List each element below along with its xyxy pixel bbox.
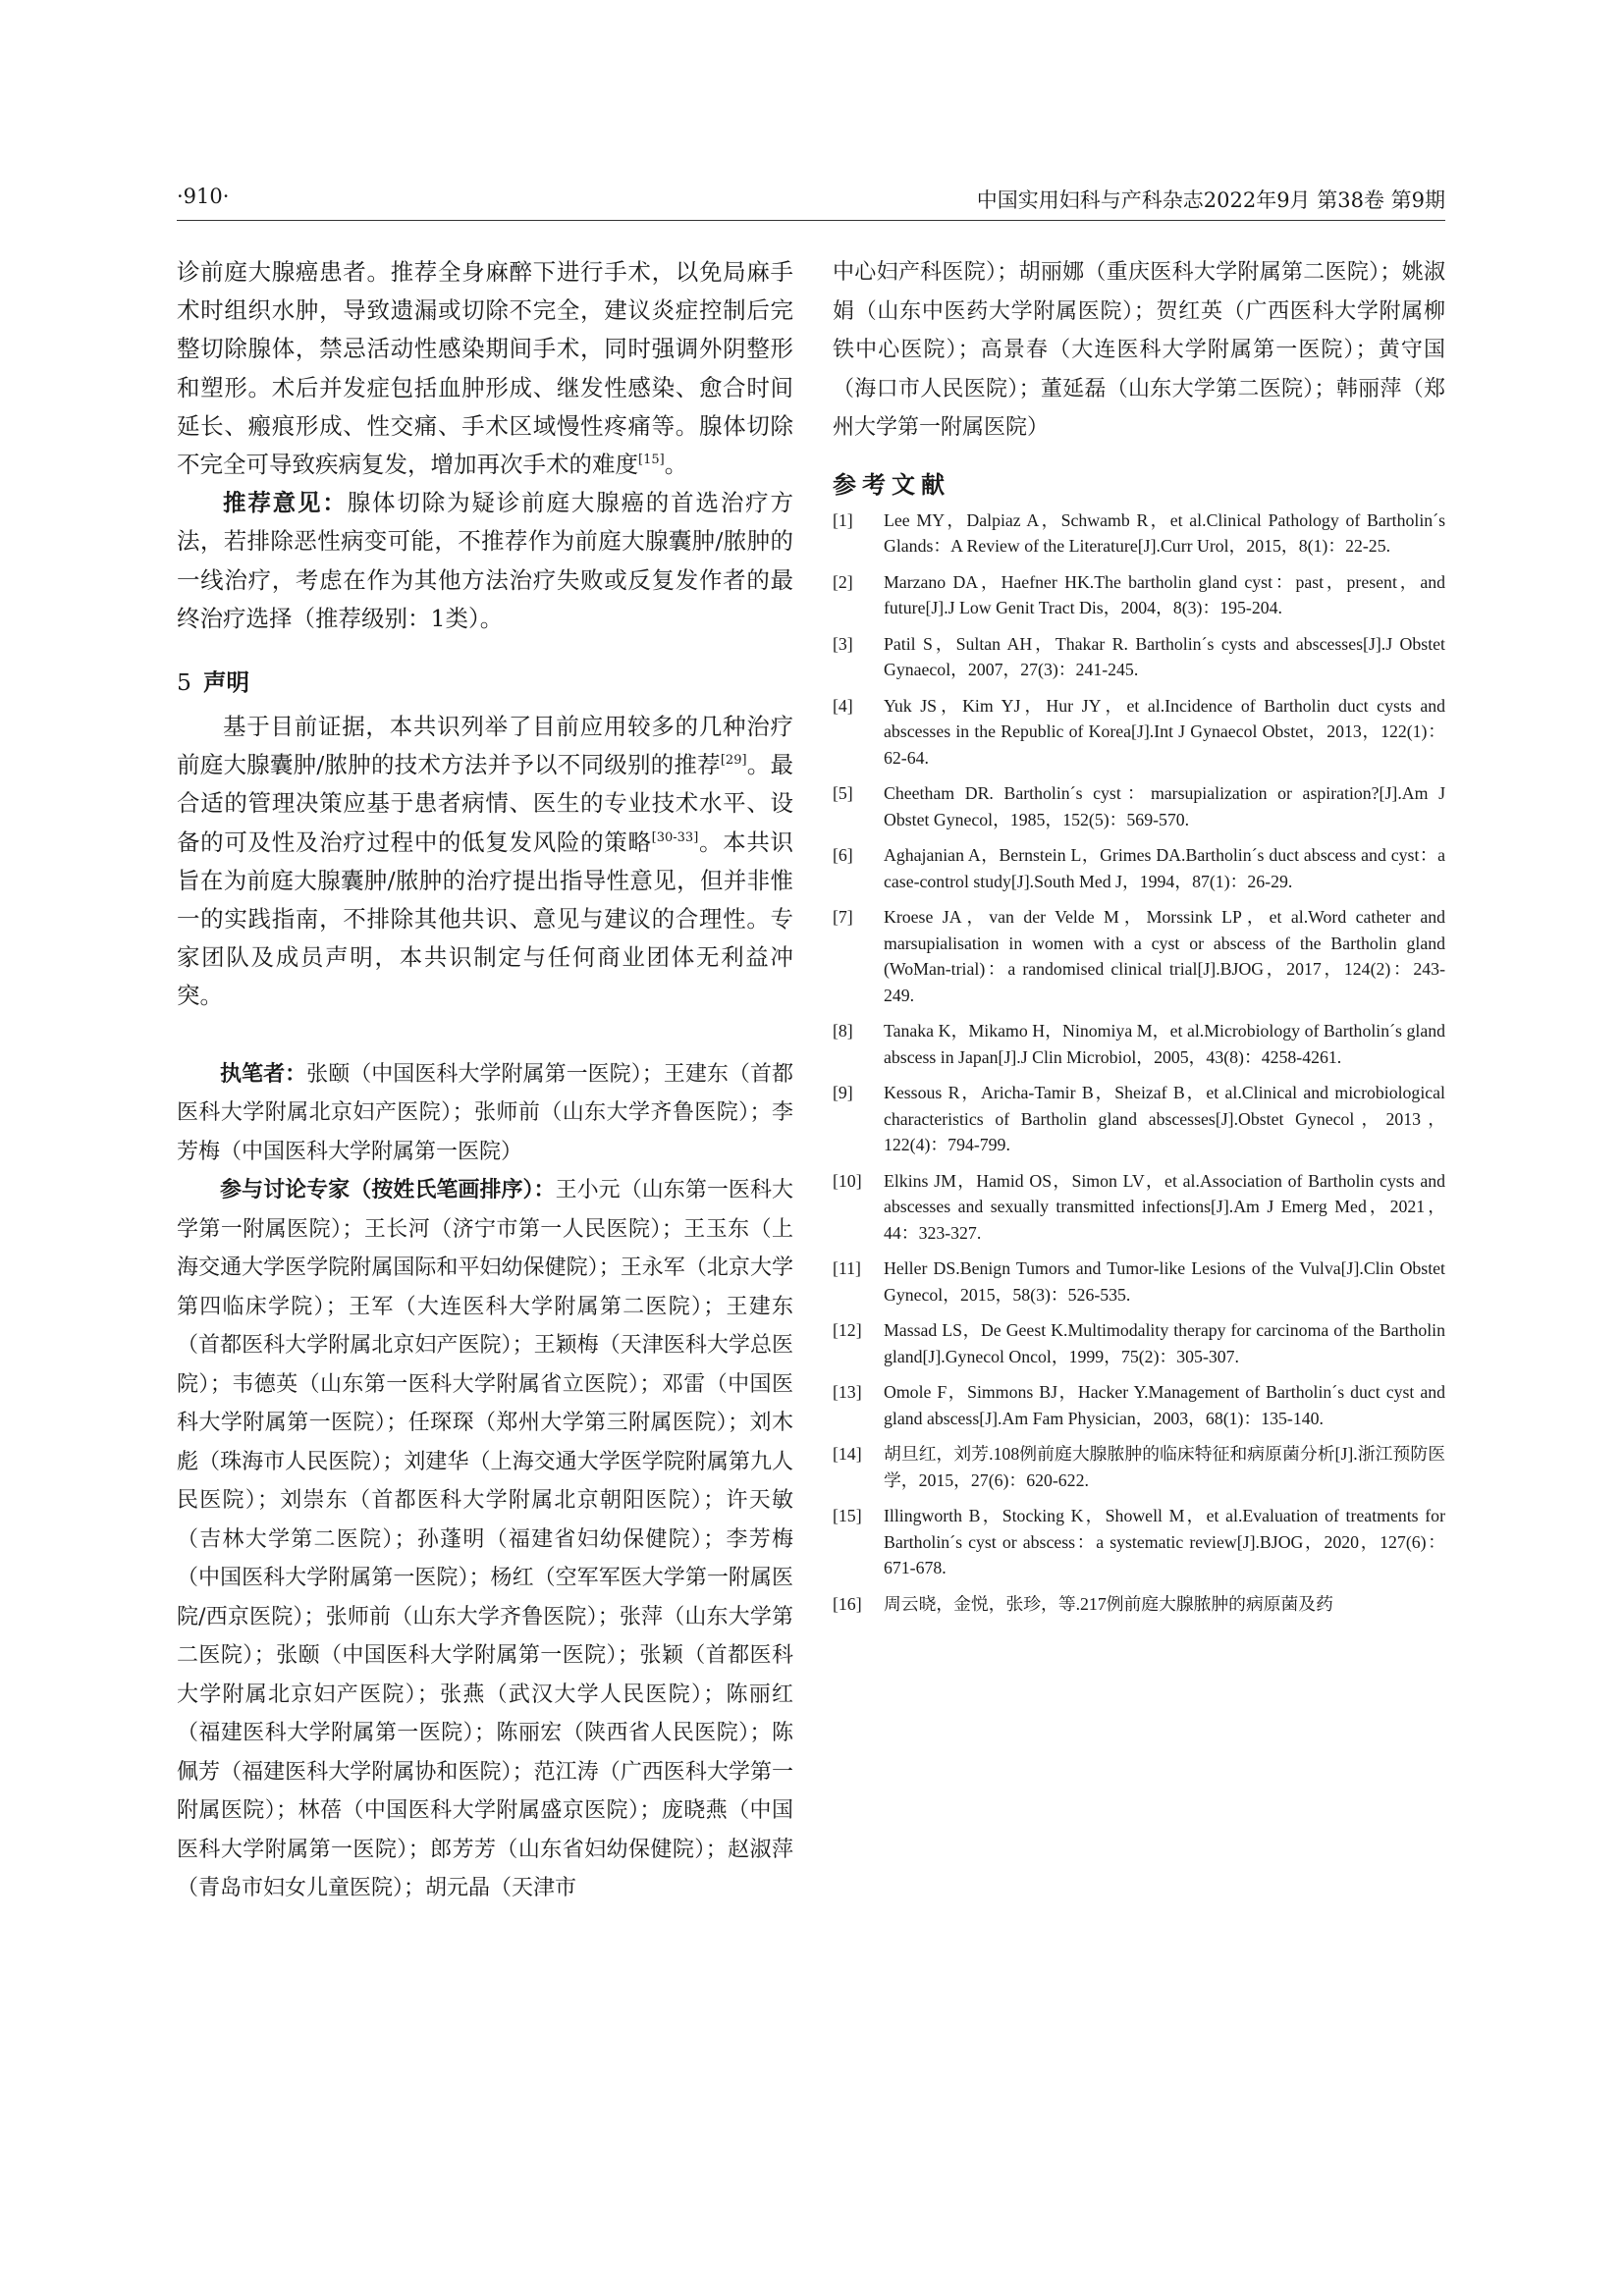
statement-paragraph: 基于目前证据，本共识列举了目前应用较多的几种治疗前庭大腺囊肿/脓肿的技术方法并予以不同级别的推荐[29]。最合适的管理决策应基于患者病情、医生的专业技术水平、设备的可及性及治疗过程中的低复发风险的策略[30-33]。本共识旨在为前庭大腺囊肿/脓肿的治疗提出指导性意见，但并非惟一的实践指南，不排除其他共识、意见与建议的合理性。专家团队及成员声明，本共识制定与任何商业团体无利益冲突。 [177,713,794,1010]
reference-item: [6] Aghajanian A，Bernstein L，Grimes DA.Bartholin´s duct abscess and cyst：a case-control study[J].South Med J，1994，87(1)：26-29. [833,845,1445,891]
left-column [177,253,793,1908]
reference-item: [1] Lee MY，Dalpiaz A，Schwamb R，et al.Clinical Pathology of Bartholin´s Glands：A Review of the Literature[J].Curr Urol，2015，8(1)：22-25. [833,509,1445,556]
reference-item: [7] Kroese JA，van der Velde M，Morssink LP，et al.Word catheter and marsupialisation in women with a cyst or abscess of the Bartholin gland (WoMan-trial)：a randomised clinical trial[J].BJOG，2017，124(2)：243-249. [833,907,1445,1005]
citation: [30-33] [651,829,699,845]
references-heading: 参考文献 [833,470,950,499]
reference-item: [5] Cheetham DR. Bartholin´s cyst：marsupialization or aspiration?[J].Am J Obstet Gynecol，1985，152(5)：569-570. [833,783,1445,829]
reference-item: [4] Yuk JS，Kim YJ，Hur JY，et al.Incidence of Bartholin duct cysts and abscesses in the Republic of Korea[J].Int J Gynaecol Obstet，2013，122(1)：62-64. [833,695,1445,768]
reference-item: [13] Omole F，Simmons BJ，Hacker Y.Management of Bartholin´s duct cyst and gland abscess[J].Am Fam Physician，2003，68(1)：135-140. [833,1382,1445,1428]
recommendation-label: 推荐意见： [223,489,348,517]
header-rule [177,220,1445,221]
reference-item: [9] Kessous R，Aricha-Tamir B，Sheizaf B，et al.Clinical and microbiological characteristics of Bartholin gland abscesses[J].Obstet Gynecol，2013，122(4)：794-799. [833,1083,1445,1154]
paragraph-surgery: 诊前庭大腺癌患者。推荐全身麻醉下进行手术，以免局麻手术时组织水肿，导致遗漏或切除不完全，建议炎症控制后完整切除腺体，禁忌活动性感染期间手术，同时强调外阴整形和塑形。术后并发症包括血肿形成、继发性感染、愈合时间延长、瘢痕形成、性交痛、手术区域慢性疼痛等。腺体切除不完全可导致疾病复发，增加再次手术的难度[15]。 [177,258,793,479]
section-heading: 5 声明 [177,668,249,697]
page-number: ·910· [177,185,230,208]
reference-item: [10] Elkins JM，Hamid OS，Simon LV，et al.Association of Bartholin cysts and abscesses and sexually transmitted infections[J].Am J Emerg Med，2021，44：323-327. [833,1170,1445,1243]
reference-item: [12] Massad LS，De Geest K.Multimodality therapy for carcinoma of the Bartholin gland[J].Gynecol Oncol，1999，75(2)：305-307. [833,1320,1445,1366]
reference-item: [8] Tanaka K，Mikamo H，Ninomiya M，et al.Microbiology of Bartholin´s gland abscess in Japan[J].J Clin Microbiol，2005，43(8)：4258-4261. [833,1021,1445,1067]
authors-paragraph: 执笔者：张颐（中国医科大学附属第一医院）；王建东（首都医科大学附属北京妇产医院）；张师前（山东大学齐鲁医院）；李芳梅（中国医科大学附属第一医院） [177,1061,793,1164]
page-header [177,185,1445,214]
recommendation-paragraph: 推荐意见：腺体切除为疑诊前庭大腺癌的首选治疗方法，若排除恶性病变可能，不推荐作为前庭大腺囊肿/脓肿的一线治疗，考虑在作为其他方法治疗失败或反复发作者的最终治疗选择（推荐级别：1类）。 [177,489,794,632]
reference-item: [2] Marzano DA，Haefner HK.The bartholin gland cyst：past，present，and future[J].J Low Genit Tract Dis，2004，8(3)：195-204. [833,571,1445,617]
reference-item: [15] Illingworth B，Stocking K，Showell M，et al.Evaluation of treatments for Bartholin´s cyst or abscess：a systematic review[J].BJOG，2020，127(6)：671-678. [833,1506,1445,1577]
right-column [833,253,1445,1627]
contributors-block [177,1055,793,1908]
reference-item: [16] 周云晓，金悦，张珍，等.217例前庭大腺脓肿的病原菌及药 [833,1593,1333,1614]
reference-item: [11] Heller DS.Benign Tumors and Tumor-like Lesions of the Vulva[J].Clin Obstet Gynecol，2015，58(3)：526-535. [833,1258,1445,1305]
experts-label: 参与讨论专家（按姓氏笔画排序）： [220,1178,556,1203]
experts-continued: 中心妇产科医院）；胡丽娜（重庆医科大学附属第二医院）；姚淑娟（山东中医药大学附属医院）；贺红英（广西医科大学附属柳铁中心医院）；高景春（大连医科大学附属第一医院）；黄守国（海口市人民医院）；董延磊（山东大学第二医院）；韩丽萍（郑州大学第一附属医院） [833,260,1445,440]
journal-title: 中国实用妇科与产科杂志2022年9月 第38卷 第9期 [976,188,1445,212]
reference-item: [14] 胡旦红，刘芳.108例前庭大腺脓肿的临床特征和病原菌分析[J].浙江预防医学，2015，27(6)：620-622. [833,1444,1445,1490]
reference-item: [3] Patil S，Sultan AH，Thakar R. Bartholin´s cysts and abscesses[J].J Obstet Gynaecol，2007，27(3)：241-245. [833,633,1445,679]
experts-paragraph: 参与讨论专家（按姓氏笔画排序）：王小元（山东第一医科大学第一附属医院）；王长河（济宁市第一人民医院）；王玉东（上海交通大学医学院附属国际和平妇幼保健院）；王永军（北京大学第四临床学院）；王军（大连医科大学附属第二医院）；王建东（首都医科大学附属北京妇产医院）；王颖梅（天津医科大学总医院）；韦德英（山东第一医科大学附属省立医院）；邓雷（中国医科大学附属第一医院）；任琛琛（郑州大学第三附属医院）；刘木彪（珠海市人民医院）；刘建华（上海交通大学医学院附属第九人民医院）；刘崇东（首都医科大学附属北京朝阳医院）；许天敏（吉林大学第二医院）；孙蓬明（福建省妇幼保健院）；李芳梅（中国医科大学附属第一医院）；杨红（空军军医大学第一附属医院/西京医院）；张师前（山东大学齐鲁医院）；张萍（山东大学第二医院）；张颐（中国医科大学附属第一医院）；张颖（首都医科大学附属北京妇产医院）；张燕（武汉大学人民医院）；陈丽红（福建医科大学附属第一医院）；陈丽宏（陕西省人民医院）；陈佩芳（福建医科大学附属协和医院）；范江涛（广西医科大学第一附属医院）；林蓓（中国医科大学附属盛京医院）；庞晓燕（中国医科大学附属第一医院）；郎芳芳（山东省妇幼保健院）；赵淑萍（青岛市妇女儿童医院）；胡元晶（天津市 [177,1178,793,1901]
citation: [29] [720,753,747,769]
authors-label: 执笔者： [220,1061,307,1087]
citation: [15] [638,453,665,468]
reference-list [833,507,1445,1618]
